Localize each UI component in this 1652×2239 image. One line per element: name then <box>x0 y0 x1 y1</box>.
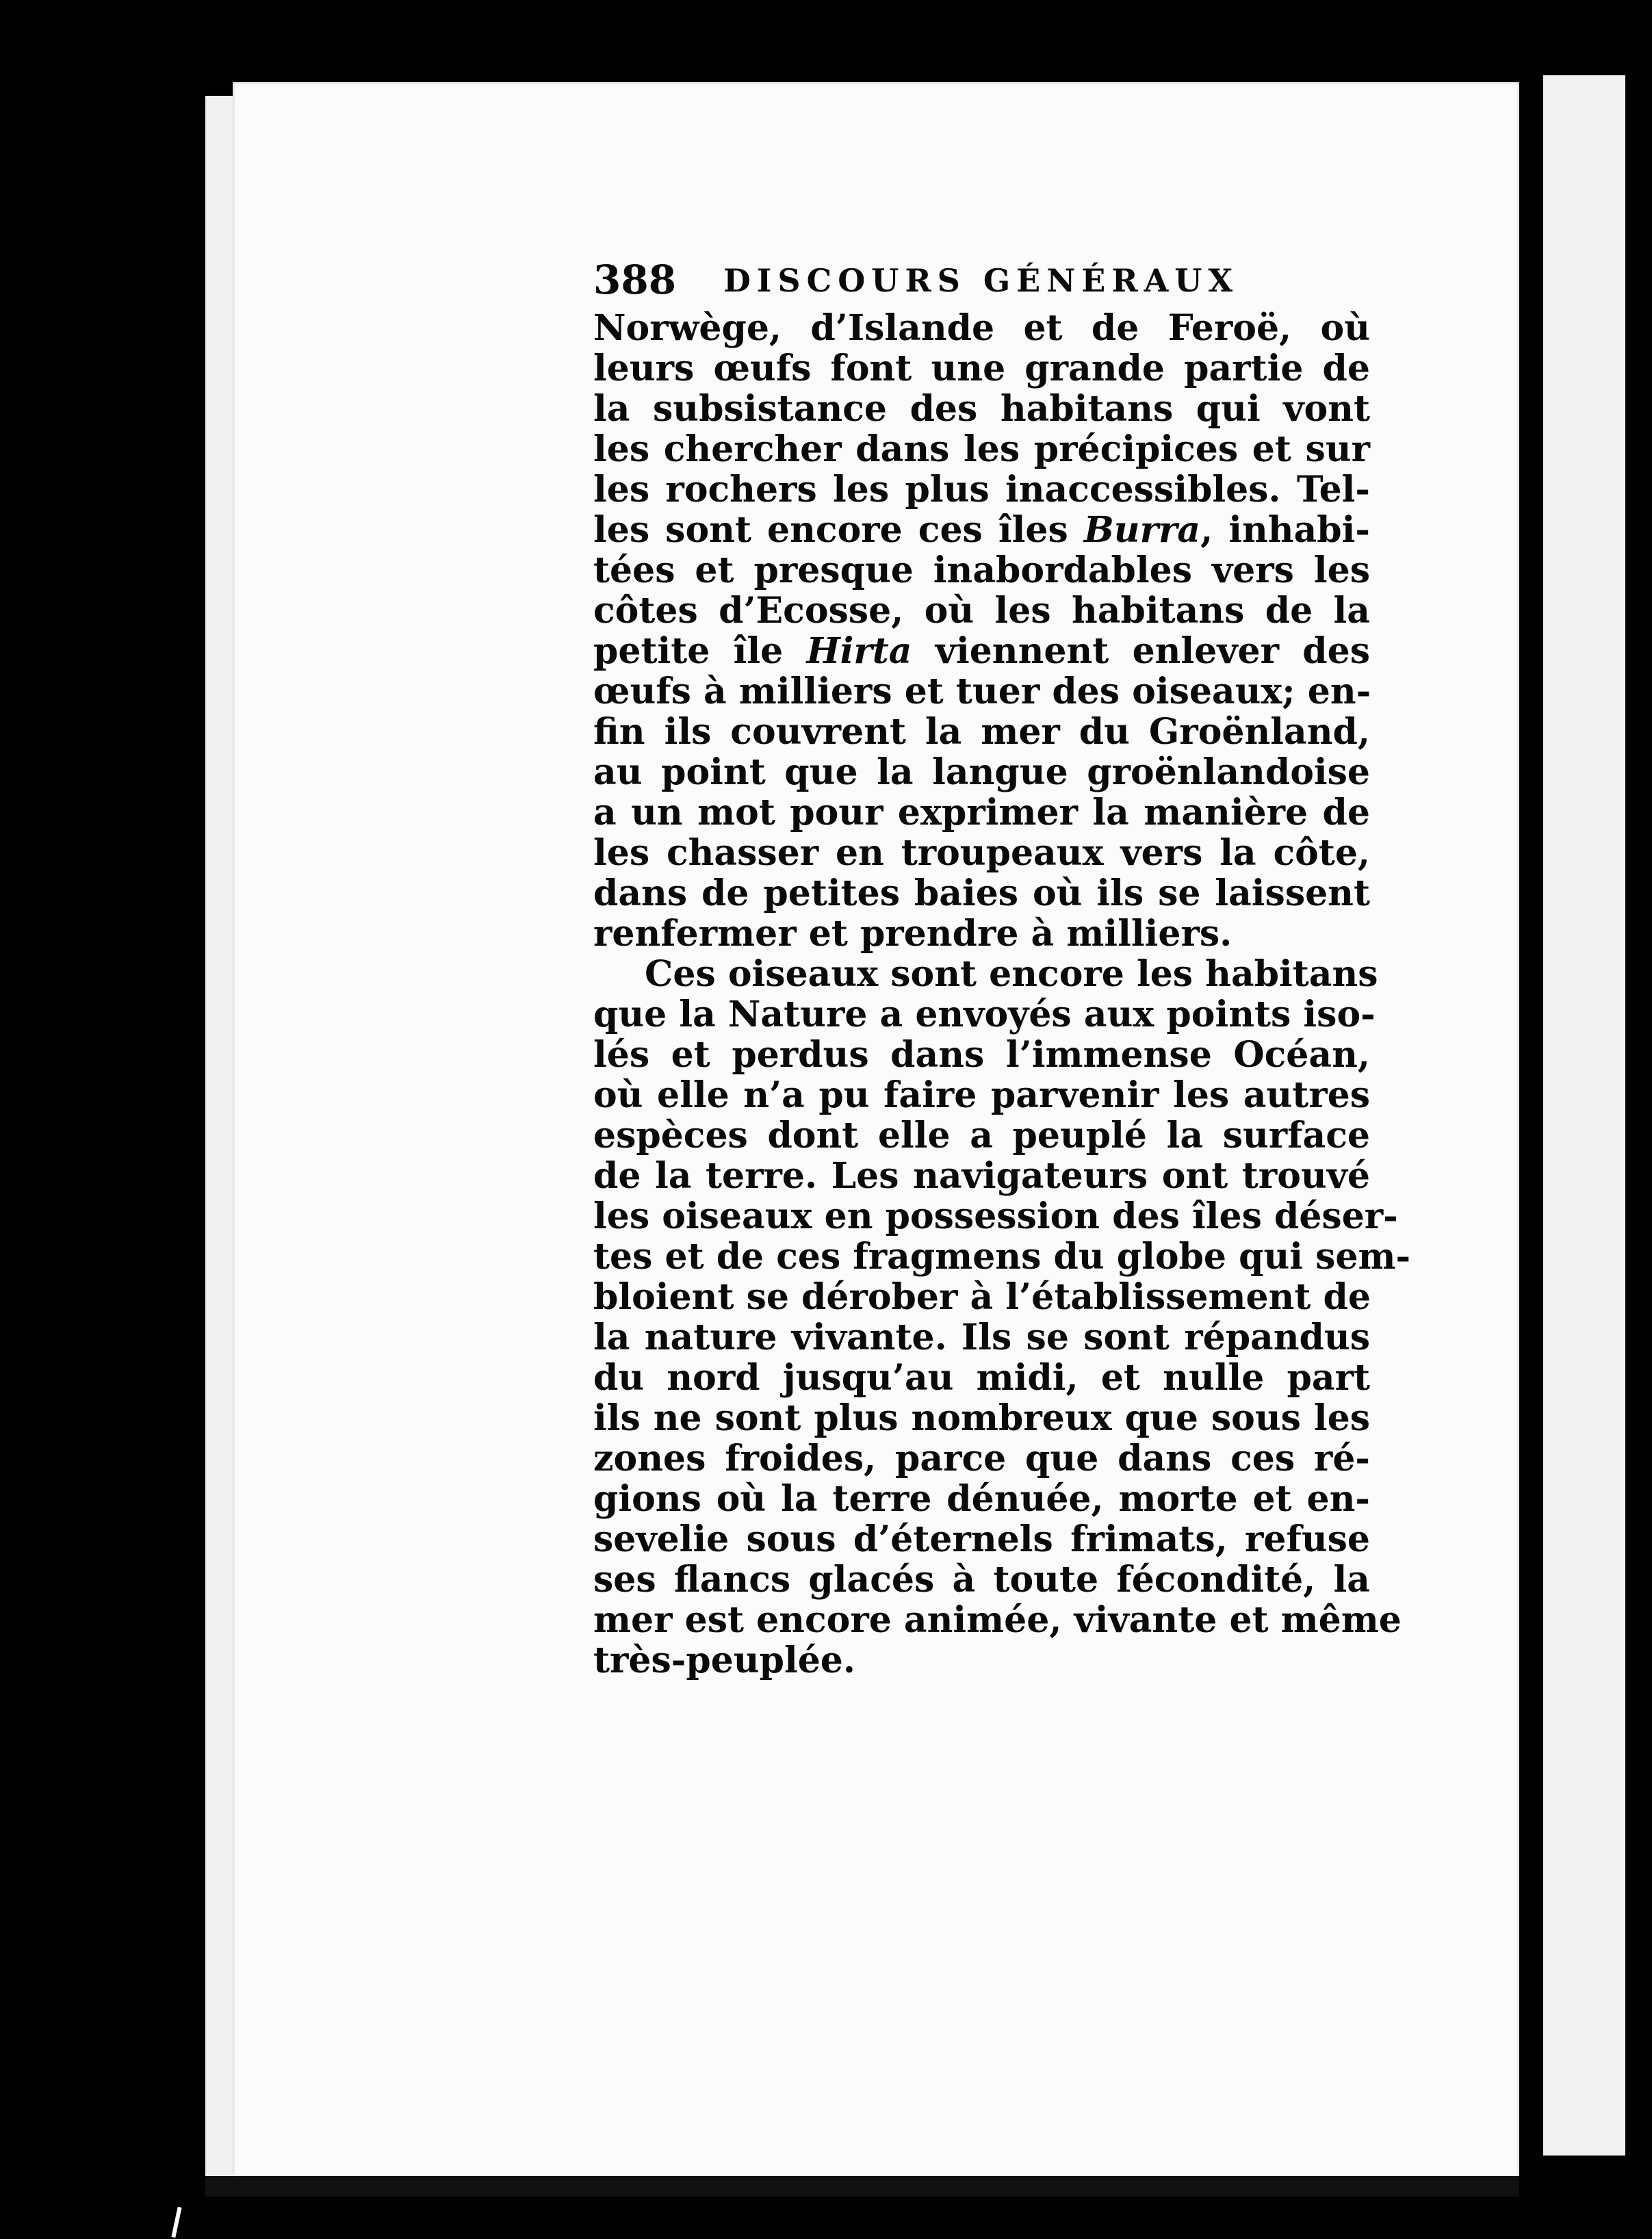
text-line: de la terre. Les navigateurs ont trouvé <box>593 1155 1370 1197</box>
text-line: Norwège, d’Islande et de Feroë, où <box>593 307 1370 349</box>
text-line: zones froides, parce que dans ces ré- <box>593 1438 1370 1479</box>
text-line: a un mot pour exprimer la manière de <box>593 792 1370 833</box>
text-line: les rochers les plus inaccessibles. Tel- <box>593 469 1370 510</box>
text-line: où elle n’a pu faire parvenir les autres <box>593 1074 1370 1116</box>
text-line: ils ne sont plus nombreux que sous les <box>593 1397 1370 1439</box>
text-line-start: les sont encore ces îles <box>593 509 1084 551</box>
text-line: œufs à milliers et tuer des oiseaux; en- <box>593 671 1371 712</box>
text-line-end: , inhabi- <box>1200 509 1370 551</box>
text-line: côtes d’Ecosse, où les habitans de la <box>593 590 1370 632</box>
text-line: tes et de ces fragmens du globe qui sem- <box>593 1236 1411 1278</box>
facing-page-edge <box>1516 75 1625 2156</box>
text-line: sevelie sous d’éternels frimats, refuse <box>593 1518 1370 1560</box>
text-line: leurs œufs font une grande partie de <box>593 348 1370 389</box>
text-line: les oiseaux en possession des îles déser- <box>593 1195 1398 1237</box>
text-line: que la Nature a envoyés aux points iso- <box>593 994 1376 1035</box>
text-line: tées et presque inabordables vers les <box>593 549 1370 591</box>
text-line <box>593 510 1370 550</box>
text-line: dans de petites baies où ils se laissent <box>593 872 1370 914</box>
text-line: fin ils couvrent la mer du Groënland, <box>593 711 1370 753</box>
header-title: DISCOURS GÉNÉRAUX <box>723 262 1239 299</box>
text-line: la nature vivante. Ils se sont répandus <box>593 1317 1370 1358</box>
italic-place-name: Hirta <box>806 630 912 672</box>
text-line: lés et perdus dans l’immense Océan, <box>593 1034 1370 1076</box>
text-line: ses flancs glacés à toute fécondité, la <box>593 1559 1370 1601</box>
text-line: les chercher dans les précipices et sur <box>593 428 1370 470</box>
scan-border-bottom <box>205 2176 1519 2197</box>
text-line: espèces dont elle a peuplé la surface <box>593 1115 1370 1156</box>
text-line: gions où la terre dénuée, morte et en- <box>593 1478 1370 1520</box>
text-line-start: petite île <box>593 630 807 672</box>
text-line: Ces oiseaux sont encore les habitans <box>645 953 1378 995</box>
text-line: mer est encore animée, vivante et même <box>593 1599 1402 1641</box>
text-line <box>593 631 1370 671</box>
text-line: au point que la langue groënlandoise <box>593 751 1370 793</box>
running-head <box>593 257 1305 311</box>
text-line: renfermer et prendre à milliers. <box>593 913 1232 955</box>
text-line: les chasser en troupeaux vers la côte, <box>593 832 1370 874</box>
scan-corner-mark <box>171 2207 181 2238</box>
text-line: bloient se dérober à l’établissement de <box>593 1276 1371 1318</box>
italic-place-name: Burra <box>1083 509 1201 551</box>
text-line: très-peuplée. <box>593 1640 855 1681</box>
body-text <box>593 307 1411 1681</box>
text-line-end: viennent enlever des <box>912 630 1371 672</box>
text-line: du nord jusqu’au midi, et nulle part <box>593 1357 1370 1399</box>
page-number: 388 <box>593 257 677 303</box>
text-line: la subsistance des habitans qui vont <box>593 388 1370 430</box>
scan-border-top <box>0 0 1652 82</box>
